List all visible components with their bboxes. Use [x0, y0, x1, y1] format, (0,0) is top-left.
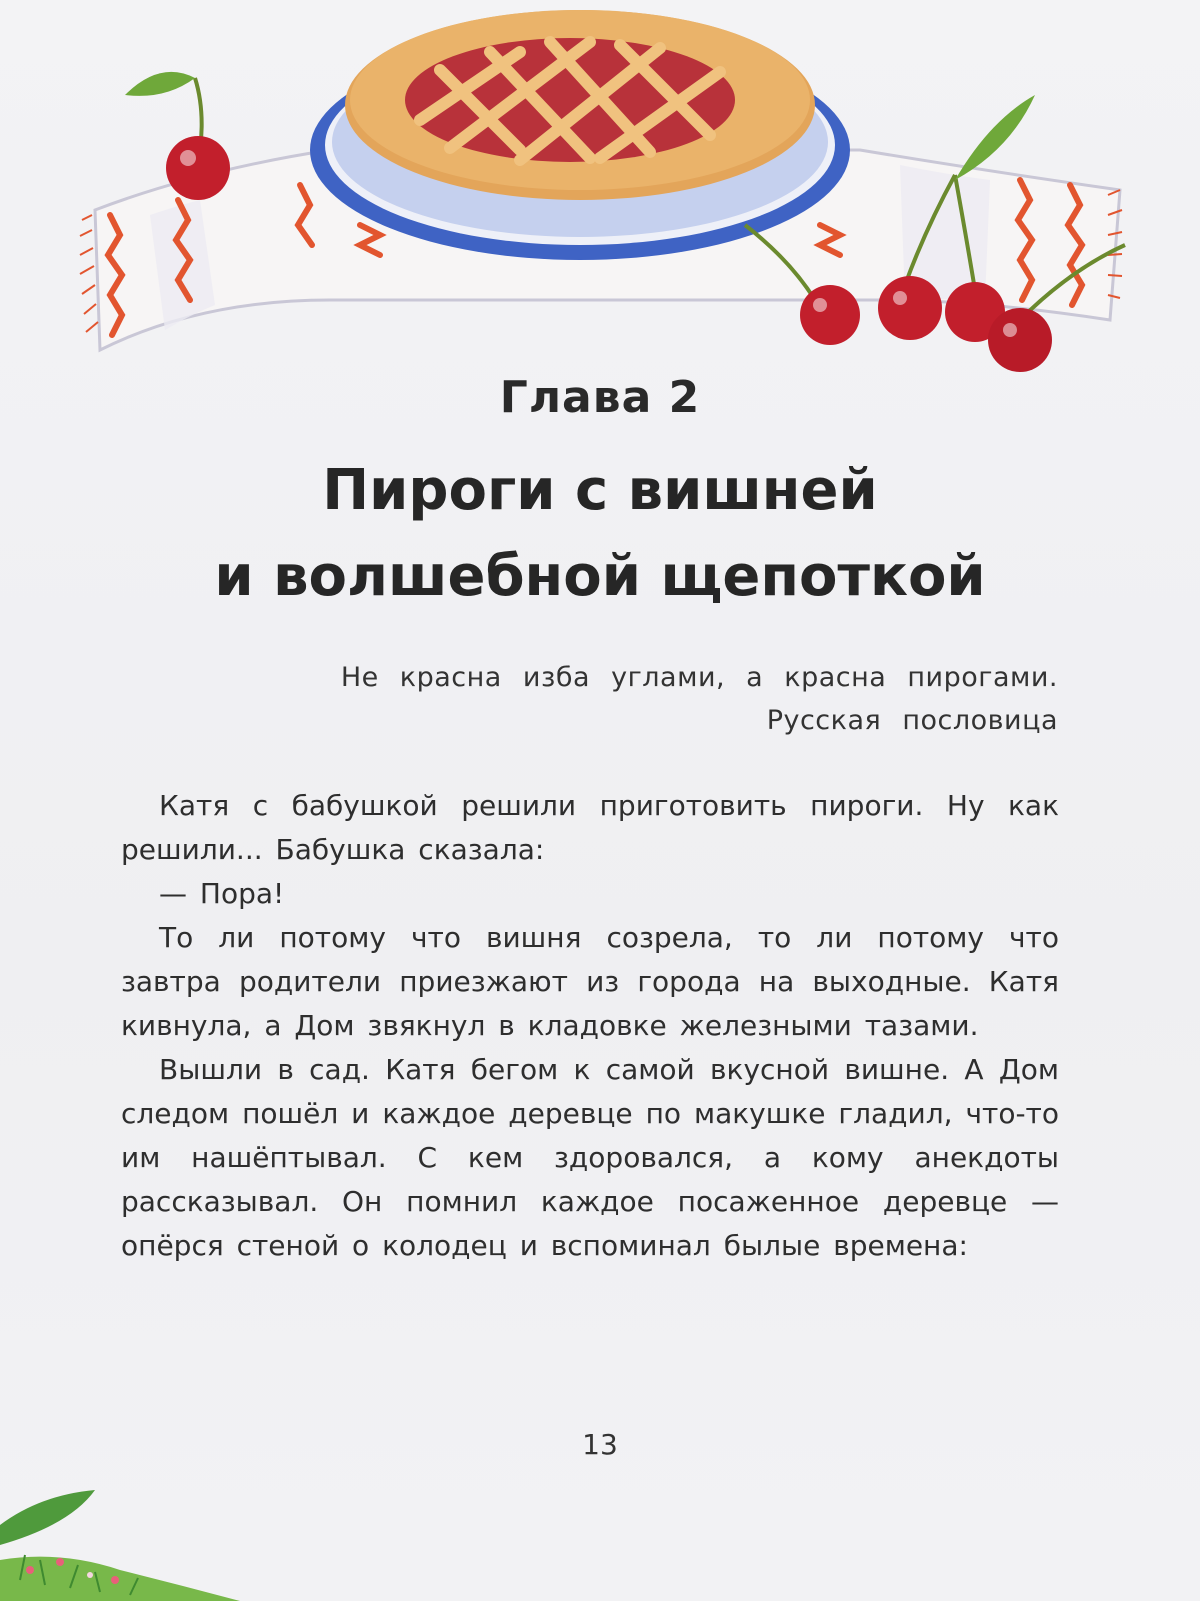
- chapter-label: Глава 2: [499, 372, 701, 423]
- paragraph: — Пора!: [159, 877, 285, 910]
- grass-decoration: [0, 1490, 240, 1601]
- chapter-body: [121, 784, 1059, 1268]
- epigraph: [341, 656, 1058, 742]
- paragraph: Катя с бабушкой решили приготовить пироги. Ну как решили... Бабушка сказала:: [121, 789, 1059, 866]
- paragraph: Вышли в сад. Катя бегом к самой вкусной вишне. А Дом следом пошёл и каждое деревце по макушке гладил, что-то им нашёптывал. С кем здоровался, а кому анекдоты рассказывал. Он помнил каждое посаженное деревце — опёрся стеной о колодец и вспоминал былые времена:: [121, 1053, 1059, 1262]
- chapter-title-line-1: Пироги с вишней: [322, 458, 878, 523]
- paragraph: То ли потому что вишня созрела, то ли потому что завтра родители приезжают из города на выходные. Катя кивнула, а Дом звякнул в кладовке железными тазами.: [121, 921, 1059, 1042]
- epigraph-source: Русская пословица: [766, 705, 1058, 736]
- chapter-title-line-2: и волшебной щепоткой: [214, 544, 986, 609]
- page-number: 13: [582, 1428, 618, 1461]
- chapter-title: [0, 448, 1200, 620]
- epigraph-text: Не красна изба углами, а красна пирогами.: [340, 662, 1058, 693]
- pie-illustration: [0, 0, 1200, 380]
